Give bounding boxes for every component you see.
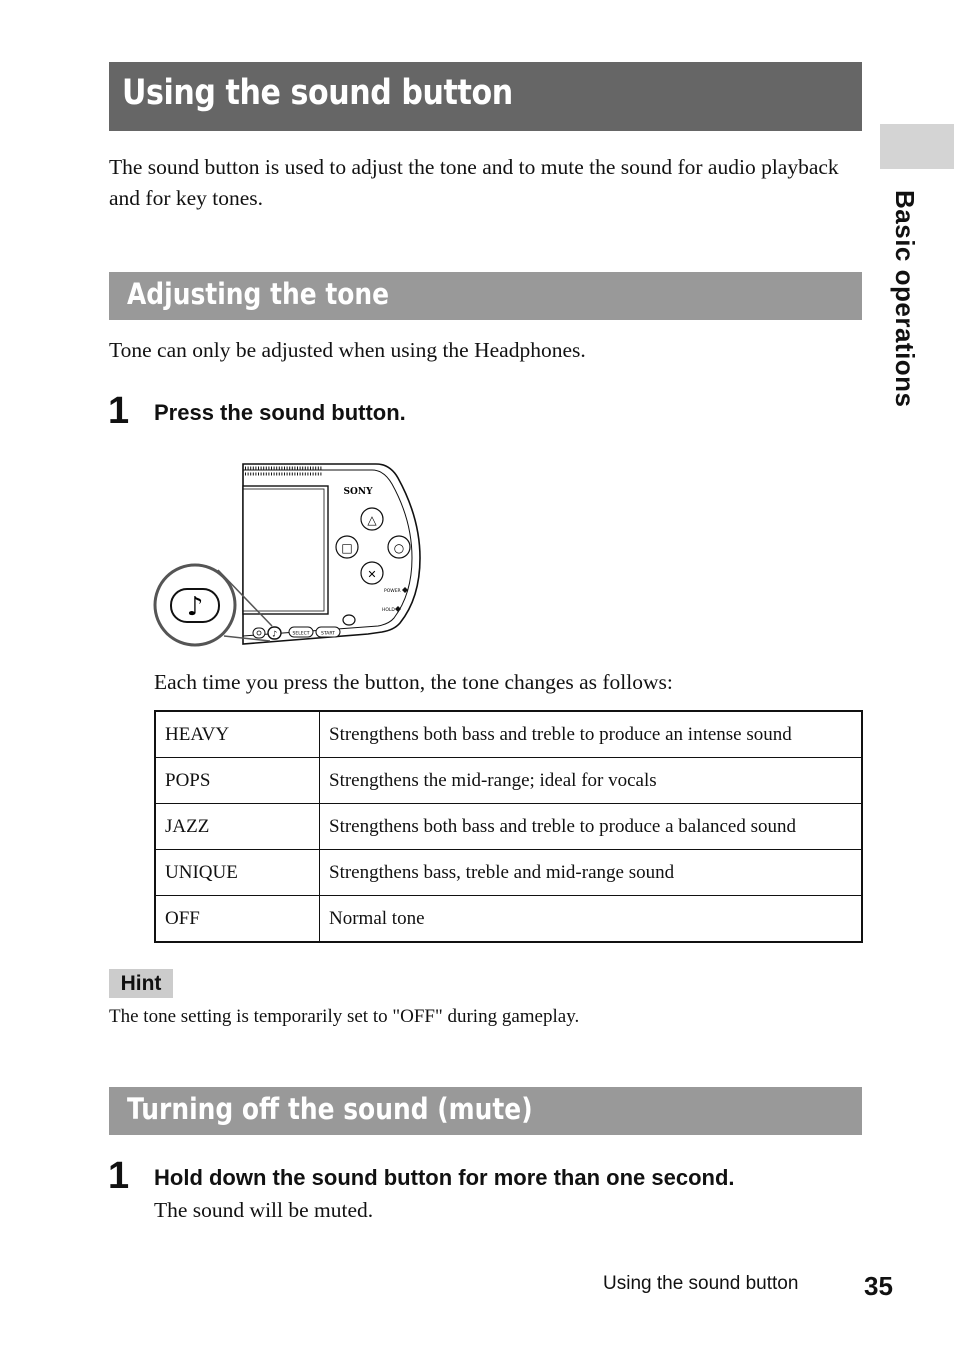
tone-mode: UNIQUE	[155, 850, 320, 896]
table-row	[155, 804, 862, 850]
page-title: Using the sound button	[122, 73, 513, 113]
step-text-mute: Hold down the sound button for more than one second.	[154, 1165, 735, 1190]
step-number-mute: 1	[108, 1155, 130, 1197]
tone-mode: POPS	[155, 758, 320, 804]
hold-label: HOLD	[382, 608, 395, 613]
start-label: START	[321, 631, 335, 637]
side-tab-marker	[880, 124, 954, 169]
table-row	[155, 896, 862, 943]
circle-button-icon: ○	[393, 541, 405, 555]
tone-mode: OFF	[155, 896, 320, 943]
tone-description: Strengthens the mid-range; ideal for vocals	[320, 758, 863, 804]
sound-button-note: ♪	[271, 629, 278, 639]
section-title-tone: Adjusting the tone	[127, 277, 390, 311]
power-label: POWER	[384, 589, 401, 594]
tone-description: Strengthens both bass and treble to produce a balanced sound	[320, 804, 863, 850]
triangle-button-icon: △	[367, 513, 377, 527]
table-row	[155, 711, 862, 758]
page-number: 35	[864, 1271, 893, 1301]
tone-mode: HEAVY	[155, 711, 320, 758]
table-row	[155, 758, 862, 804]
square-button-icon: □	[341, 541, 353, 555]
hint-label: Hint	[109, 969, 173, 998]
cross-button-icon: ✕	[367, 568, 377, 581]
tone-description: Strengthens bass, treble and mid-range sound	[320, 850, 863, 896]
tone-description: Strengthens both bass and treble to produce an intense sound	[320, 711, 863, 758]
section-title-mute: Turning off the sound (mute)	[127, 1092, 533, 1126]
section-heading-mute	[109, 1087, 862, 1135]
mute-result: The sound will be muted.	[154, 1198, 374, 1222]
step-number-tone: 1	[108, 390, 130, 432]
tone-cycle-text: Each time you press the button, the tone changes as follows:	[154, 670, 673, 694]
tone-description: Normal tone	[320, 896, 863, 943]
section-heading-tone	[109, 272, 862, 320]
brand-logo-text: SONY	[343, 487, 373, 497]
page-title-bar	[109, 62, 862, 131]
tone-mode: JAZZ	[155, 804, 320, 850]
hint-text: The tone setting is temporarily set to "OFF" during gameplay.	[109, 1006, 580, 1027]
step-text-tone: Press the sound button.	[154, 400, 406, 425]
footer-section-name: Using the sound button	[603, 1273, 799, 1294]
music-note-icon: ♪	[186, 592, 204, 622]
table-row	[155, 850, 862, 896]
psp-illustration	[150, 458, 430, 653]
tone-table	[154, 710, 863, 943]
select-label: SELECT	[292, 631, 310, 637]
tone-note: Tone can only be adjusted when using the Headphones.	[109, 338, 586, 362]
side-tab-label: Basic operations	[890, 190, 920, 408]
intro-paragraph: The sound button is used to adjust the tone and to mute the sound for audio playback and for key tones.	[109, 155, 839, 210]
